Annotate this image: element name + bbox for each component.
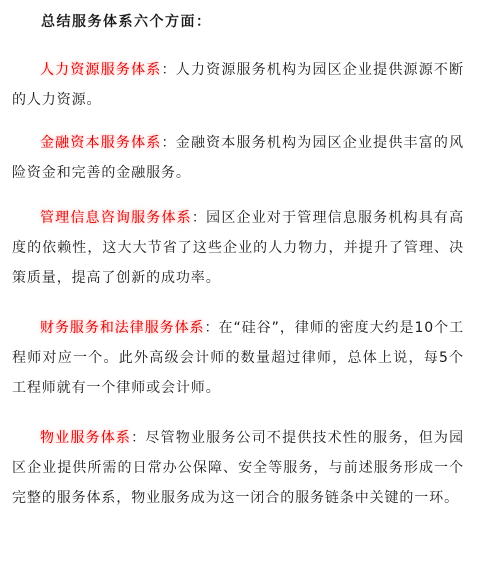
section-paragraph xyxy=(12,55,464,115)
section-separator: ： xyxy=(161,135,176,151)
section-body: 园区企业对于管理信息服务机构具有高度的依赖性，这大大节省了这些企业的人力物力，并提升了管理、决策质量，提高了创新的成功率。 xyxy=(12,210,465,286)
section-separator: ： xyxy=(131,430,146,446)
section-paragraph xyxy=(12,313,464,403)
section-term: 物业服务体系 xyxy=(40,430,132,446)
section-separator: ： xyxy=(161,62,176,78)
section-term: 金融资本服务体系 xyxy=(40,135,162,151)
section-paragraph xyxy=(12,128,464,188)
section-paragraph xyxy=(12,203,464,293)
section-term: 管理信息咨询服务体系 xyxy=(40,210,192,226)
section-paragraph xyxy=(12,423,464,513)
document-heading: 总结服务体系六个方面： xyxy=(41,14,212,30)
section-term: 财务服务和法律服务体系 xyxy=(40,320,205,336)
section-separator: ： xyxy=(191,210,207,226)
section-body: 金融资本服务机构为园区企业提供丰富的风险资金和完善的金融服务。 xyxy=(12,135,465,181)
section-body: 在“硅谷”，律师的密度大约是10个工程师对应一个。此外高级会计师的数量超过律师，总体上说，每5个工程师就有一个律师或会计师。 xyxy=(12,320,464,396)
section-body: 人力资源服务机构为园区企业提供源源不断的人力资源。 xyxy=(12,62,465,108)
section-term: 人力资源服务体系 xyxy=(40,62,162,78)
section-separator: ： xyxy=(204,320,219,336)
section-body: 尽管物业服务公司不提供技术性的服务，但为园区企业提供所需的日常办公保障、安全等服务，与前述服务形成一个完整的服务体系，物业服务成为这一闭合的服务链条中关键的一环。 xyxy=(12,430,464,506)
